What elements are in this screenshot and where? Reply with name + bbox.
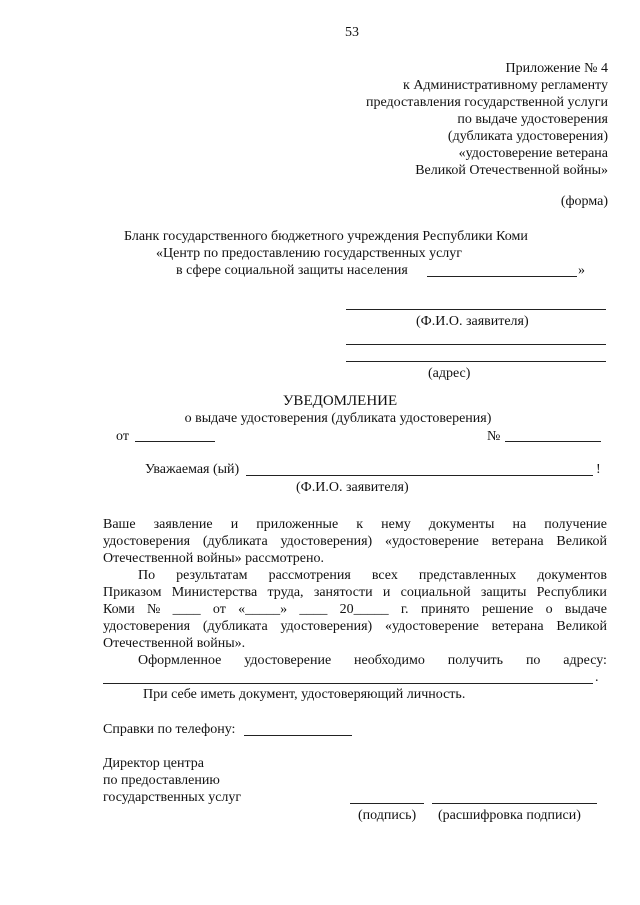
notice-number-label: №	[487, 429, 501, 444]
phone-line	[244, 735, 352, 736]
body-p1-line-1: Ваше заявление и приложенные к нему документы на получение	[103, 517, 607, 532]
notice-subtitle: о выдаче удостоверения (дубликата удостоверения)	[184, 411, 492, 426]
applicant-fio-line	[346, 309, 606, 310]
notice-date-line	[135, 441, 215, 442]
body-p4: При себе иметь документ, удостоверяющий личность.	[143, 687, 466, 702]
notice-from-label: от	[116, 429, 129, 444]
body-p2-line-1: По результатам рассмотрения всех представленных документов	[138, 568, 607, 583]
appendix-line: к Административному регламенту	[403, 78, 608, 93]
form-label: (форма)	[560, 194, 608, 209]
body-p2-line-4: удостоверения (дубликата удостоверения) «удостоверение ветерана Великой	[103, 619, 607, 634]
notice-title-row	[0, 393, 640, 410]
appendix-line: (дубликата удостоверения)	[447, 129, 608, 144]
body-p2-line-5: Отечественной войны».	[103, 636, 246, 651]
body-p1-line-3: Отечественной войны» рассмотрено.	[103, 551, 324, 566]
appendix-line: Приложение № 4	[505, 61, 608, 76]
notice-number-line	[505, 441, 601, 442]
signature-label: (подпись)	[358, 808, 417, 823]
greeting-fio-label: (Ф.И.О. заявителя)	[296, 480, 409, 495]
blank-line-2: «Центр по предоставлению государственных услуг	[156, 246, 463, 261]
blank-line-1: Бланк государственного бюджетного учреждения Республики Коми	[124, 229, 528, 244]
appendix-line: по выдаче удостоверения	[457, 112, 608, 127]
body-p3-address-line	[103, 683, 593, 684]
director-line-2: по предоставлению	[103, 773, 220, 788]
appendix-line: Великой Отечественной войны»	[415, 163, 608, 178]
blank-line-3: в сфере социальной защиты населения	[176, 263, 408, 278]
director-line-3: государственных услуг	[103, 790, 242, 805]
appendix-line: предоставления государственной услуги	[366, 95, 608, 110]
appendix-header	[248, 60, 608, 179]
page-number: 53	[345, 25, 359, 40]
phone-label: Справки по телефону:	[103, 722, 236, 737]
notice-subtitle-row	[0, 410, 640, 427]
greeting-end: !	[596, 462, 601, 477]
greeting-fio-line	[246, 475, 593, 476]
signature-line	[350, 803, 424, 804]
blank-underline	[427, 276, 577, 277]
applicant-address-label: (адрес)	[428, 366, 471, 381]
body-p2-line-3: Коми № ____ от «_____» ____ 20_____ г. принято решение о выдаче	[103, 602, 607, 617]
notice-title: УВЕДОМЛЕНИЕ	[282, 393, 398, 409]
appendix-line: «удостоверение ветерана	[458, 146, 608, 161]
applicant-address-line-1	[346, 344, 606, 345]
body-p3-line-1: Оформленное удостоверение необходимо получить по адресу:	[138, 653, 607, 668]
body-p3-end: .	[595, 670, 599, 685]
body-p2-line-2: Приказом Министерства труда, занятости и социальной защиты Республики	[103, 585, 607, 600]
greeting-text: Уважаемая (ый)	[145, 462, 240, 477]
body-p1-line-2: удостоверения (дубликата удостоверения) «удостоверение ветерана Великой	[103, 534, 607, 549]
applicant-address-line-2	[346, 361, 606, 362]
director-line-1: Директор центра	[103, 756, 205, 771]
signature-decode-label: (расшифровка подписи)	[438, 808, 581, 823]
signature-decode-line	[432, 803, 597, 804]
applicant-fio-label: (Ф.И.О. заявителя)	[416, 314, 529, 329]
blank-line-3-end: »	[578, 263, 585, 278]
